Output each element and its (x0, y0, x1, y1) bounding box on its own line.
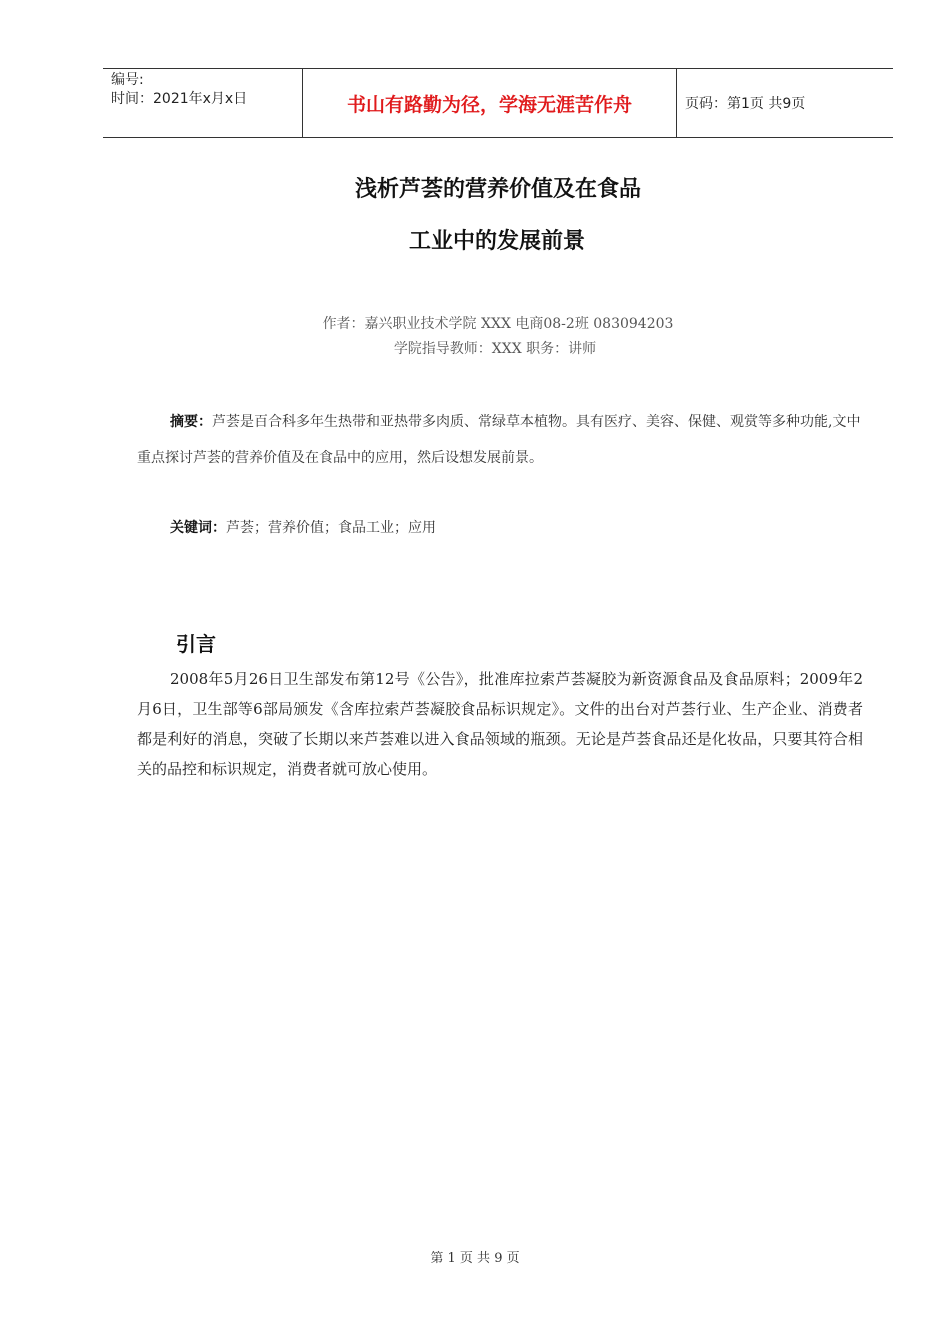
number-label: 编号: (111, 72, 144, 88)
title-line-2: 工业中的发展前景 (408, 229, 585, 254)
page-footer: 第 1 页 共 9 页 (430, 1251, 520, 1266)
title-line-1: 浅析芦荟的营养价值及在食品 (354, 177, 641, 202)
page-header (103, 68, 893, 138)
header-meta-cell (103, 69, 303, 137)
abstract-label: 摘要： (170, 414, 212, 430)
header-page-info: 页码：第1页 共9页 (685, 96, 806, 112)
intro-paragraph: 2008年5月26日卫生部发布第12号《公告》，批准库拉索芦荟凝胶为新资源食品及食品原料；2009年2月6日，卫生部等6部局颁发《含库拉索芦荟凝胶食品标识规定》。文件的出台对芦荟行业、生产企业、消费者都是利好的消息，突破了长期以来芦荟难以进入食品领域的瓶颈。无论是芦荟食品还是化妆品，只要其符合相关的品控和标识规定，消费者就可放心使用。 (137, 670, 863, 778)
keywords-text: 芦荟；营养价值；食品工业；应用 (226, 520, 436, 536)
keywords (170, 510, 896, 546)
author-line: 作者：嘉兴职业技术学院 XXX 电商08-2班 083094203 (322, 316, 674, 332)
keywords-label: 关键词： (170, 520, 226, 536)
section-heading: 引言 (176, 632, 216, 656)
header-motto: 书山有路勤为径，学海无涯苦作舟 (303, 69, 677, 137)
abstract (137, 404, 863, 476)
advisor-line: 学院指导教师：XXX 职务：讲师 (393, 341, 597, 357)
abstract-text: 芦荟是百合科多年生热带和亚热带多肉质、常绿草本植物。具有医疗、美容、保健、观赏等多种功能,文中重点探讨芦荟的营养价值及在食品中的应用，然后设想发展前景。 (137, 414, 861, 466)
time-label: 时间：2021年x月x日 (111, 91, 248, 107)
